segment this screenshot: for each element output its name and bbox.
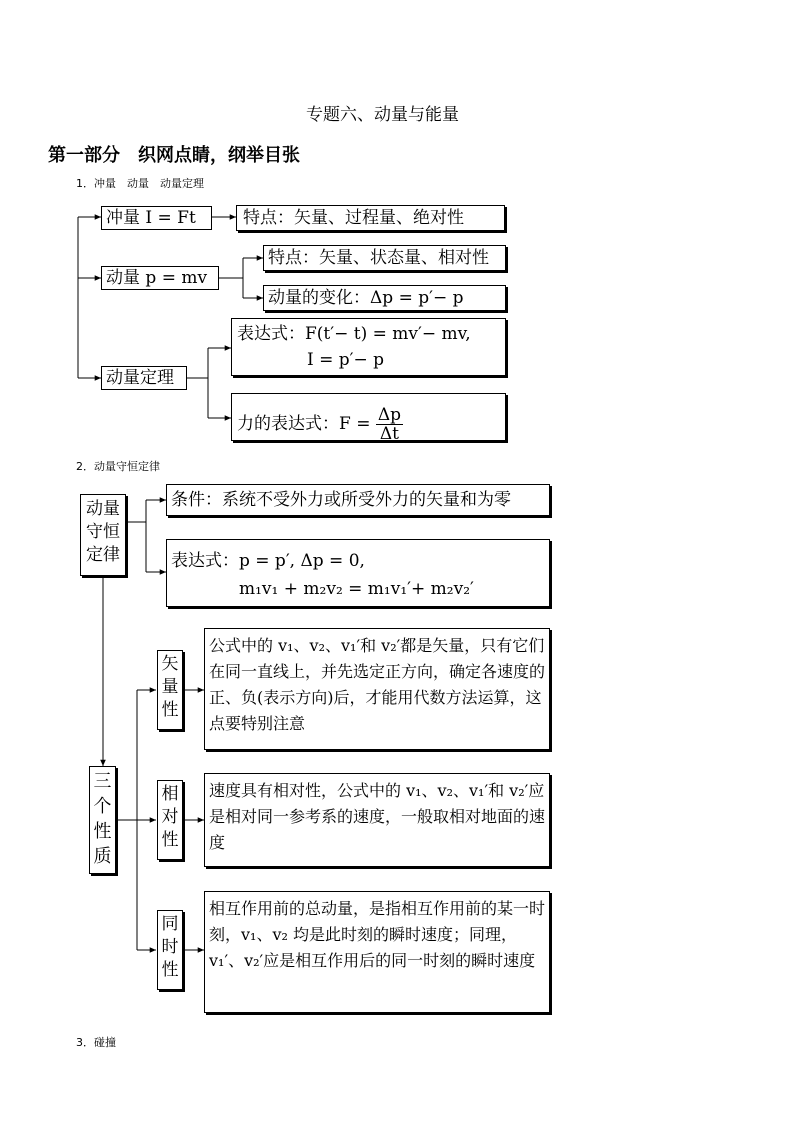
force-expression bbox=[237, 406, 403, 443]
force-denominator: Δt bbox=[379, 424, 399, 444]
momentum-box: 动量 p = mv bbox=[101, 266, 219, 290]
simultaneity-property-label: 同时性 bbox=[157, 910, 183, 990]
conservation-law-box: 动量守恒定律 bbox=[80, 494, 126, 576]
momentum-feature-box: 特点：矢量、状态量、相对性 bbox=[263, 245, 506, 271]
section-1-label: 1．冲量 动量 动量定理 bbox=[76, 177, 204, 190]
force-expression-box bbox=[231, 393, 506, 444]
part-heading: 第一部分 织网点睛，纲举目张 bbox=[48, 145, 300, 166]
conservation-expression-line2: m₁v₁ + m₂v₂ = m₁v₁′+ m₂v₂′ bbox=[239, 579, 474, 599]
vector-property-text: 公式中的 v₁、v₂、v₁′和 v₂′都是矢量，只有它们在同一直线上，并先选定正方向，确定各速度的正、负(表示方向)后，才能用代数方法运算，这点要特别注意 bbox=[204, 628, 550, 750]
conservation-expression-box bbox=[166, 539, 550, 607]
force-label: 力的表达式：F = bbox=[237, 414, 371, 434]
page-title: 专题六、动量与能量 bbox=[306, 105, 459, 125]
condition-box: 条件：系统不受外力或所受外力的矢量和为零 bbox=[166, 484, 550, 516]
three-properties-box: 三个性质 bbox=[89, 766, 116, 874]
force-numerator: Δp bbox=[377, 405, 402, 425]
impulse-feature-box: 特点：矢量、过程量、绝对性 bbox=[236, 205, 505, 231]
simultaneity-property-text: 相互作用前的总动量，是指相互作用前的某一时刻，v₁、v₂ 均是此时刻的瞬时速度；同理，v₁′、v₂′应是相互作用后的同一时刻的瞬时速度 bbox=[204, 891, 550, 1013]
conservation-expression-line1: 表达式：p = p′, Δp = 0, bbox=[171, 551, 365, 571]
theorem-expression-box bbox=[231, 318, 506, 376]
theorem-box: 动量定理 bbox=[101, 366, 187, 390]
theorem-expression-line1: 表达式：F(t′− t) = mv′− mv, bbox=[237, 324, 471, 344]
relative-property-label: 相对性 bbox=[157, 780, 183, 860]
impulse-box: 冲量 I = Ft bbox=[101, 206, 212, 230]
section-3-label: 3．碰撞 bbox=[76, 1036, 116, 1049]
force-fraction bbox=[376, 406, 403, 443]
section-2-label: 2．动量守恒定律 bbox=[76, 460, 160, 473]
relative-property-text: 速度具有相对性，公式中的 v₁、v₂、v₁′和 v₂′应是相对同一参考系的速度，一般取相对地面的速度 bbox=[204, 773, 550, 867]
vector-property-label: 矢量性 bbox=[157, 650, 183, 730]
momentum-change-box: 动量的变化：Δp = p′− p bbox=[263, 285, 506, 311]
theorem-expression-line2: I = p′− p bbox=[307, 350, 385, 370]
